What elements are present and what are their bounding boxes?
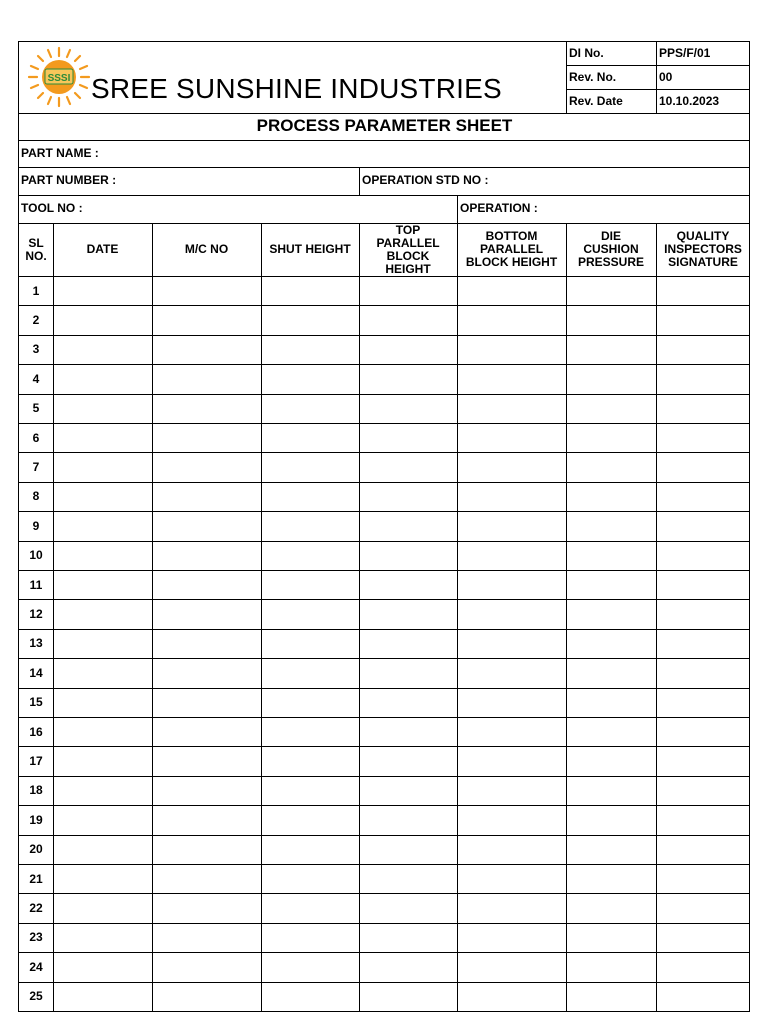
- table-cell[interactable]: [152, 511, 261, 540]
- table-cell[interactable]: [53, 570, 152, 599]
- table-cell[interactable]: [261, 452, 359, 481]
- table-cell[interactable]: [457, 717, 566, 746]
- table-cell[interactable]: [53, 658, 152, 687]
- table-cell[interactable]: [457, 952, 566, 981]
- table-cell[interactable]: [359, 893, 457, 922]
- sun-icon: [23, 44, 95, 110]
- table-cell[interactable]: [656, 805, 750, 834]
- table-cell[interactable]: [656, 923, 750, 952]
- table-cell[interactable]: [566, 394, 656, 423]
- table-cell[interactable]: [457, 570, 566, 599]
- table-cell[interactable]: [457, 394, 566, 423]
- divider: [656, 42, 657, 113]
- divider: [566, 42, 567, 113]
- table-cell[interactable]: [457, 923, 566, 952]
- table-cell[interactable]: [457, 511, 566, 540]
- table-cell[interactable]: [53, 305, 152, 334]
- table-row: [19, 923, 750, 952]
- process-parameter-sheet: [18, 41, 750, 1012]
- row-number: 16: [29, 724, 43, 739]
- row-number: 1: [32, 283, 40, 298]
- table-cell[interactable]: [359, 541, 457, 570]
- table-cell[interactable]: [152, 893, 261, 922]
- table-row: [19, 629, 750, 658]
- table-cell[interactable]: [152, 452, 261, 481]
- tool-no-field[interactable]: TOOL NO :: [21, 201, 83, 215]
- table-cell[interactable]: [656, 599, 750, 628]
- table-cell[interactable]: [359, 335, 457, 364]
- table-cell[interactable]: [261, 629, 359, 658]
- divider: [359, 167, 360, 195]
- row-number: 22: [29, 901, 43, 916]
- table-cell[interactable]: [359, 629, 457, 658]
- table-cell[interactable]: [566, 746, 656, 775]
- table-cell[interactable]: [261, 541, 359, 570]
- table-cell[interactable]: [656, 452, 750, 481]
- table-cell[interactable]: [566, 629, 656, 658]
- table-cell[interactable]: [656, 982, 750, 1011]
- table-cell[interactable]: [261, 982, 359, 1011]
- table-cell[interactable]: [152, 835, 261, 864]
- table-cell[interactable]: [53, 776, 152, 805]
- table-cell[interactable]: [566, 982, 656, 1011]
- row-number: 15: [29, 695, 43, 710]
- table-cell[interactable]: [457, 335, 566, 364]
- row-number: 17: [29, 754, 43, 769]
- row-number: 11: [29, 577, 43, 592]
- table-cell[interactable]: [152, 541, 261, 570]
- col-header-sl-no: SL NO.: [25, 235, 47, 263]
- table-cell[interactable]: [457, 864, 566, 893]
- table-cell[interactable]: [261, 482, 359, 511]
- table-cell[interactable]: [359, 276, 457, 305]
- table-cell[interactable]: [53, 835, 152, 864]
- table-cell[interactable]: [656, 335, 750, 364]
- table-row: [19, 335, 750, 364]
- table-cell[interactable]: [359, 305, 457, 334]
- table-cell[interactable]: [566, 805, 656, 834]
- table-cell[interactable]: [457, 541, 566, 570]
- table-row: [19, 276, 750, 305]
- col-header-mc-no: M/C NO: [184, 242, 229, 256]
- table-cell[interactable]: [457, 629, 566, 658]
- table-cell[interactable]: [53, 541, 152, 570]
- table-cell[interactable]: [261, 717, 359, 746]
- operation-field[interactable]: OPERATION :: [460, 201, 538, 215]
- row-number: 19: [29, 812, 43, 827]
- table-cell[interactable]: [261, 746, 359, 775]
- table-cell[interactable]: [656, 893, 750, 922]
- table-cell[interactable]: [566, 893, 656, 922]
- table-row: [19, 541, 750, 570]
- row-number: 24: [29, 959, 43, 974]
- table-cell[interactable]: [566, 541, 656, 570]
- table-cell[interactable]: [152, 629, 261, 658]
- di-no-label: DI No.: [569, 46, 604, 60]
- rev-no-label: Rev. No.: [569, 70, 617, 84]
- table-cell[interactable]: [656, 864, 750, 893]
- table-cell[interactable]: [152, 952, 261, 981]
- table-cell[interactable]: [152, 658, 261, 687]
- table-row: [19, 511, 750, 540]
- table-cell[interactable]: [457, 776, 566, 805]
- table-cell[interactable]: [656, 746, 750, 775]
- row-number: 13: [29, 636, 43, 651]
- table-cell[interactable]: [152, 599, 261, 628]
- table-cell[interactable]: [566, 570, 656, 599]
- table-cell[interactable]: [53, 893, 152, 922]
- table-cell[interactable]: [53, 599, 152, 628]
- table-row: [19, 893, 750, 922]
- table-cell[interactable]: [152, 394, 261, 423]
- table-row: [19, 688, 750, 717]
- table-cell[interactable]: [566, 952, 656, 981]
- table-cell[interactable]: [261, 923, 359, 952]
- col-header-top-parallel-block-height: TOP PARALLEL BLOCK HEIGHT: [376, 222, 440, 276]
- part-name-field[interactable]: PART NAME :: [21, 146, 99, 160]
- table-cell[interactable]: [53, 335, 152, 364]
- table-row: [19, 305, 750, 334]
- table-cell[interactable]: [261, 394, 359, 423]
- table-cell[interactable]: [53, 717, 152, 746]
- table-cell[interactable]: [566, 305, 656, 334]
- table-cell[interactable]: [656, 835, 750, 864]
- table-cell[interactable]: [656, 952, 750, 981]
- row-number: 4: [32, 371, 40, 386]
- table-cell[interactable]: [359, 688, 457, 717]
- table-cell[interactable]: [656, 423, 750, 452]
- table-row: [19, 805, 750, 834]
- table-cell[interactable]: [457, 688, 566, 717]
- table-cell[interactable]: [656, 305, 750, 334]
- table-row: [19, 952, 750, 981]
- table-cell[interactable]: [457, 305, 566, 334]
- table-cell[interactable]: [457, 835, 566, 864]
- divider: [19, 140, 750, 141]
- table-cell[interactable]: [566, 658, 656, 687]
- table-row: [19, 658, 750, 687]
- table-cell[interactable]: [53, 276, 152, 305]
- table-cell[interactable]: [261, 364, 359, 393]
- row-number: 23: [29, 930, 43, 945]
- table-cell[interactable]: [261, 688, 359, 717]
- table-cell[interactable]: [261, 511, 359, 540]
- table-cell[interactable]: [261, 952, 359, 981]
- table-cell[interactable]: [261, 305, 359, 334]
- table-cell[interactable]: [566, 717, 656, 746]
- table-cell[interactable]: [566, 599, 656, 628]
- company-name: SREE SUNSHINE INDUSTRIES: [91, 73, 502, 104]
- table-cell[interactable]: [359, 511, 457, 540]
- table-cell[interactable]: [53, 629, 152, 658]
- table-cell[interactable]: [53, 511, 152, 540]
- table-cell[interactable]: [359, 394, 457, 423]
- table-row: [19, 864, 750, 893]
- table-cell[interactable]: [152, 364, 261, 393]
- row-number: 8: [32, 489, 40, 504]
- table-cell[interactable]: [261, 835, 359, 864]
- table-cell[interactable]: [359, 835, 457, 864]
- table-cell[interactable]: [359, 982, 457, 1011]
- table-cell[interactable]: [566, 482, 656, 511]
- table-cell[interactable]: [656, 688, 750, 717]
- table-cell[interactable]: [53, 394, 152, 423]
- col-header-shut-height: SHUT HEIGHT: [269, 242, 351, 256]
- table-cell[interactable]: [359, 423, 457, 452]
- table-cell[interactable]: [566, 923, 656, 952]
- table-row: [19, 570, 750, 599]
- table-cell[interactable]: [152, 482, 261, 511]
- table-cell[interactable]: [457, 364, 566, 393]
- operation-std-no-field[interactable]: OPERATION STD NO :: [362, 173, 489, 187]
- table-cell[interactable]: [53, 746, 152, 775]
- table-row: [19, 717, 750, 746]
- table-cell[interactable]: [359, 864, 457, 893]
- col-header-die-cushion-pressure: DIE CUSHION PRESSURE: [577, 229, 645, 269]
- table-cell[interactable]: [152, 335, 261, 364]
- table-cell[interactable]: [656, 394, 750, 423]
- table-cell[interactable]: [152, 982, 261, 1011]
- table-cell[interactable]: [566, 364, 656, 393]
- table-cell[interactable]: [53, 864, 152, 893]
- table-cell[interactable]: [457, 276, 566, 305]
- table-cell[interactable]: [656, 482, 750, 511]
- table-cell[interactable]: [656, 541, 750, 570]
- table-cell[interactable]: [261, 423, 359, 452]
- table-cell[interactable]: [261, 776, 359, 805]
- table-cell[interactable]: [152, 805, 261, 834]
- sheet-title: PROCESS PARAMETER SHEET: [256, 116, 513, 135]
- row-number: 18: [29, 783, 43, 798]
- table-cell[interactable]: [261, 335, 359, 364]
- svg-text:SSSI: SSSI: [47, 73, 71, 84]
- row-number: 14: [29, 665, 43, 680]
- table-cell[interactable]: [152, 864, 261, 893]
- table-cell[interactable]: [656, 629, 750, 658]
- table-row: [19, 482, 750, 511]
- row-number: 21: [29, 871, 43, 886]
- table-cell[interactable]: [457, 423, 566, 452]
- table-cell[interactable]: [261, 276, 359, 305]
- di-no-value: PPS/F/01: [659, 46, 711, 60]
- table-cell[interactable]: [457, 658, 566, 687]
- table-cell[interactable]: [53, 452, 152, 481]
- table-cell[interactable]: [656, 570, 750, 599]
- table-cell[interactable]: [359, 364, 457, 393]
- table-cell[interactable]: [656, 717, 750, 746]
- table-row: [19, 364, 750, 393]
- table-cell[interactable]: [566, 452, 656, 481]
- table-row: [19, 982, 750, 1011]
- table-cell[interactable]: [152, 276, 261, 305]
- table-cell[interactable]: [566, 688, 656, 717]
- divider: [19, 195, 750, 196]
- table-cell[interactable]: [261, 864, 359, 893]
- company-logo: [23, 44, 95, 110]
- table-cell[interactable]: [457, 893, 566, 922]
- table-cell[interactable]: [152, 923, 261, 952]
- table-cell[interactable]: [261, 570, 359, 599]
- table-cell[interactable]: [261, 893, 359, 922]
- table-cell[interactable]: [152, 717, 261, 746]
- table-cell[interactable]: [566, 335, 656, 364]
- table-cell[interactable]: [457, 482, 566, 511]
- table-cell[interactable]: [566, 835, 656, 864]
- divider: [19, 167, 750, 168]
- table-cell[interactable]: [359, 923, 457, 952]
- row-number: 12: [29, 607, 43, 622]
- col-header-bottom-parallel-block-height: BOTTOM PARALLEL BLOCK HEIGHT: [465, 229, 558, 269]
- part-number-field[interactable]: PART NUMBER :: [21, 173, 117, 187]
- divider: [457, 195, 458, 223]
- rev-date-label: Rev. Date: [569, 94, 623, 108]
- table-cell[interactable]: [457, 805, 566, 834]
- table-cell[interactable]: [359, 599, 457, 628]
- table-cell[interactable]: [359, 952, 457, 981]
- table-cell[interactable]: [53, 364, 152, 393]
- table-cell[interactable]: [359, 658, 457, 687]
- table-cell[interactable]: [566, 776, 656, 805]
- table-cell[interactable]: [53, 423, 152, 452]
- row-number: 7: [32, 460, 40, 475]
- table-cell[interactable]: [457, 982, 566, 1011]
- table-cell[interactable]: [359, 805, 457, 834]
- row-number: 10: [29, 548, 43, 563]
- row-number: 2: [32, 313, 40, 328]
- table-cell[interactable]: [457, 599, 566, 628]
- row-number: 9: [32, 518, 40, 533]
- table-cell[interactable]: [261, 658, 359, 687]
- table-cell[interactable]: [359, 776, 457, 805]
- table-row: [19, 746, 750, 775]
- table-cell[interactable]: [152, 423, 261, 452]
- table-cell[interactable]: [152, 776, 261, 805]
- table-cell[interactable]: [53, 982, 152, 1011]
- table-cell[interactable]: [656, 276, 750, 305]
- row-number: 6: [32, 430, 40, 445]
- table-cell[interactable]: [566, 511, 656, 540]
- row-number: 3: [32, 342, 40, 357]
- table-cell[interactable]: [457, 452, 566, 481]
- table-cell[interactable]: [656, 511, 750, 540]
- table-cell[interactable]: [656, 776, 750, 805]
- table-cell[interactable]: [359, 717, 457, 746]
- table-cell[interactable]: [656, 658, 750, 687]
- table-cell[interactable]: [152, 570, 261, 599]
- col-header-quality-inspectors-signature: QUALITY INSPECTORS SIGNATURE: [664, 229, 742, 269]
- table-cell[interactable]: [457, 746, 566, 775]
- table-cell[interactable]: [53, 482, 152, 511]
- rev-no-value: 00: [659, 70, 673, 84]
- table-cell[interactable]: [53, 688, 152, 717]
- table-row: [19, 423, 750, 452]
- table-row: [19, 394, 750, 423]
- row-number: 5: [32, 401, 40, 416]
- rev-date-value: 10.10.2023: [659, 94, 720, 108]
- table-row: [19, 835, 750, 864]
- table-cell[interactable]: [53, 952, 152, 981]
- table-cell[interactable]: [656, 364, 750, 393]
- table-cell[interactable]: [566, 276, 656, 305]
- table-row: [19, 599, 750, 628]
- table-cell[interactable]: [359, 482, 457, 511]
- table-cell[interactable]: [152, 305, 261, 334]
- table-row: [19, 452, 750, 481]
- divider: [566, 89, 750, 90]
- table-cell[interactable]: [53, 923, 152, 952]
- divider: [19, 113, 750, 114]
- table-row: [19, 776, 750, 805]
- table-cell[interactable]: [261, 599, 359, 628]
- divider: [566, 65, 750, 66]
- table-cell[interactable]: [566, 864, 656, 893]
- table-cell[interactable]: [53, 805, 152, 834]
- table-cell[interactable]: [261, 805, 359, 834]
- row-number: 25: [29, 989, 43, 1004]
- table-cell[interactable]: [359, 746, 457, 775]
- table-cell[interactable]: [152, 688, 261, 717]
- table-cell[interactable]: [359, 570, 457, 599]
- table-cell[interactable]: [359, 452, 457, 481]
- table-cell[interactable]: [152, 746, 261, 775]
- table-cell[interactable]: [566, 423, 656, 452]
- row-number: 20: [29, 842, 43, 857]
- col-header-date: DATE: [86, 242, 119, 256]
